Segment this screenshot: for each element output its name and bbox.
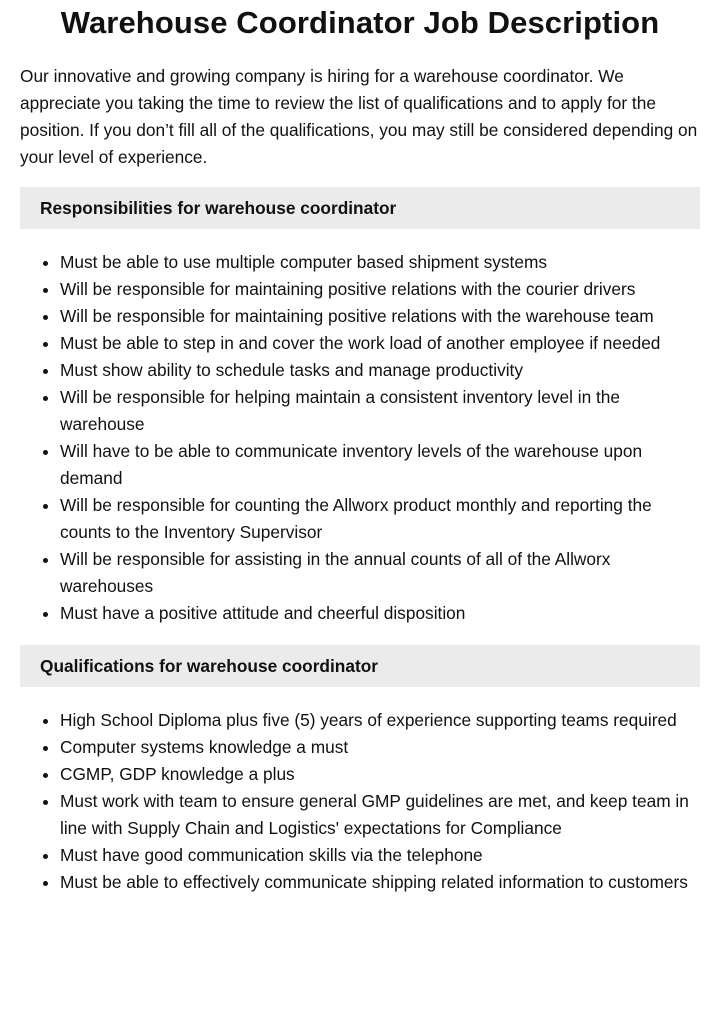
list-item: • High School Diploma plus five (5) years of experience supporting teams required xyxy=(60,707,700,734)
list-item: • Computer systems knowledge a must xyxy=(60,734,700,761)
qualifications-heading: Qualifications for warehouse coordinator xyxy=(20,645,700,687)
list-item: • CGMP, GDP knowledge a plus xyxy=(60,761,700,788)
list-item: • Must have good communication skills via the telephone xyxy=(60,842,700,869)
responsibilities-heading: Responsibilities for warehouse coordinator xyxy=(20,187,700,229)
list-item: • Must work with team to ensure general GMP guidelines are met, and keep team in line with Supply Chain and Logistics' expectations for Compliance xyxy=(60,788,700,842)
list-item: • Will be responsible for maintaining positive relations with the warehouse team xyxy=(60,303,700,330)
qualifications-list xyxy=(20,707,700,896)
responsibilities-list xyxy=(20,249,700,627)
list-item: • Must show ability to schedule tasks and manage productivity xyxy=(60,357,700,384)
list-item: • Will be responsible for maintaining positive relations with the courier drivers xyxy=(60,276,700,303)
list-item: • Must be able to effectively communicate shipping related information to customers xyxy=(60,869,700,896)
list-item: • Will be responsible for assisting in the annual counts of all of the Allworx warehouses xyxy=(60,546,700,600)
list-item: • Will be responsible for counting the Allworx product monthly and reporting the counts to the Inventory Supervisor xyxy=(60,492,700,546)
list-item: • Will have to be able to communicate inventory levels of the warehouse upon demand xyxy=(60,438,700,492)
list-item: • Must be able to step in and cover the work load of another employee if needed xyxy=(60,330,700,357)
page-title: Warehouse Coordinator Job Description xyxy=(60,5,660,40)
list-item: • Must have a positive attitude and cheerful disposition xyxy=(60,600,700,627)
list-item: • Must be able to use multiple computer based shipment systems xyxy=(60,249,700,276)
intro-paragraph: Our innovative and growing company is hiring for a warehouse coordinator. We appreciate you taking the time to review the list of qualifications and to apply for the position. If you don’t fill all of the qualifications, you may still be considered depending on your level of experience. xyxy=(20,66,698,167)
list-item: • Will be responsible for helping maintain a consistent inventory level in the warehouse xyxy=(60,384,700,438)
